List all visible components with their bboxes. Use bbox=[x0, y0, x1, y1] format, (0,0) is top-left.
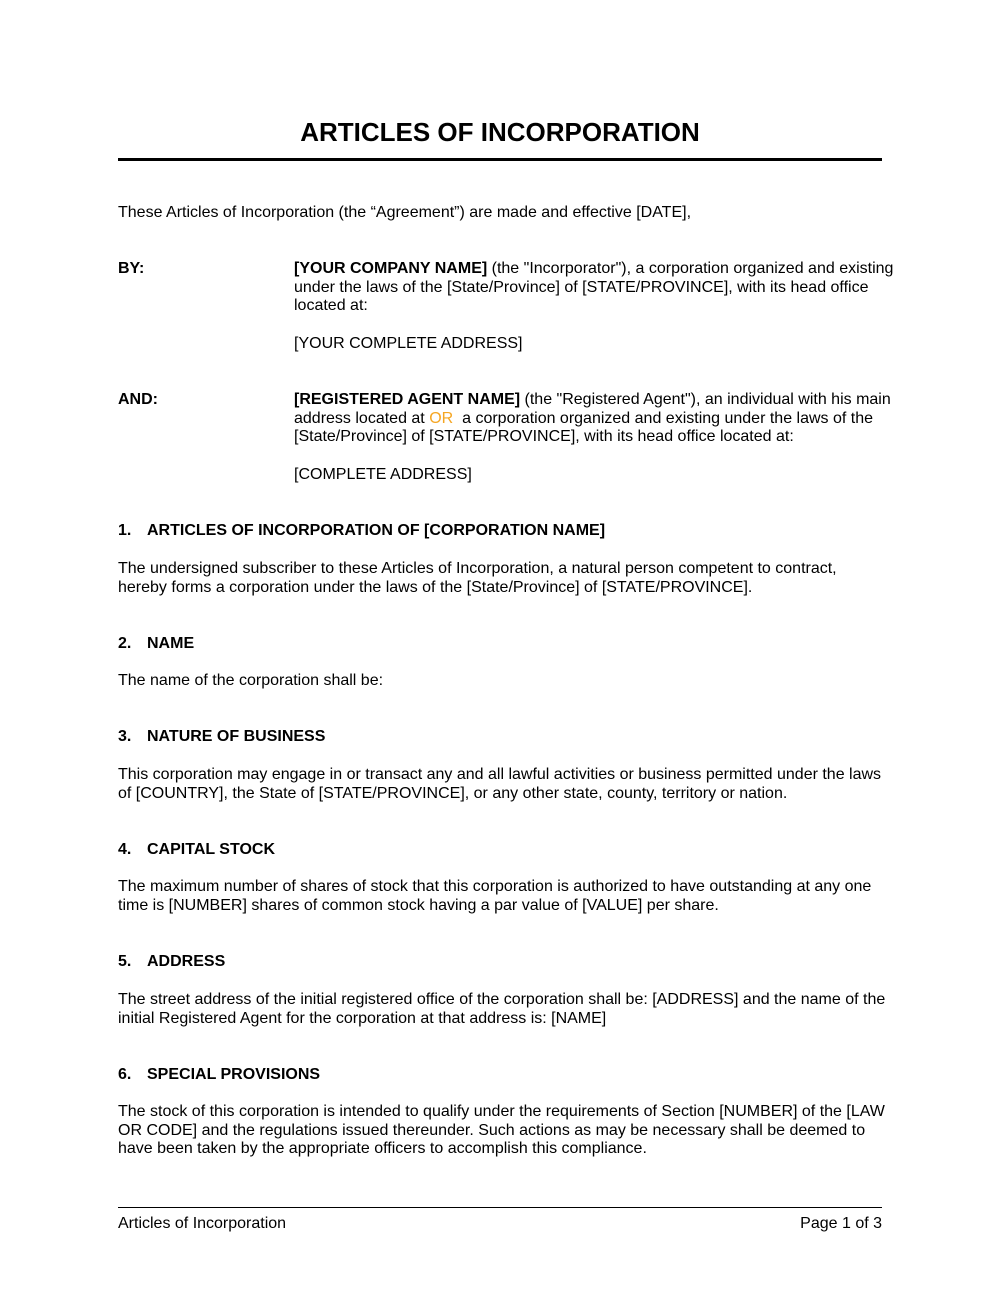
footer-divider bbox=[118, 1207, 882, 1208]
section-text: The name of the corporation shall be: bbox=[118, 672, 384, 689]
section-title: ADDRESS bbox=[147, 953, 226, 970]
section-heading bbox=[118, 635, 194, 654]
footer-page-number: Page 1 of 3 bbox=[800, 1215, 882, 1232]
section-number: 5. bbox=[118, 953, 132, 970]
section-heading bbox=[118, 953, 225, 972]
intro-paragraph: These Articles of Incorporation (the “Agreement”) are made and effective [DATE], bbox=[118, 204, 692, 221]
section-text: This corporation may engage in or transact any and all lawful activities or business permitted under the laws of [COUNTRY], the State of [STATE/PROVINCE], or any other state, county, territory or nation. bbox=[118, 766, 882, 802]
section-title: NAME bbox=[147, 635, 195, 652]
section-number: 2. bbox=[118, 635, 132, 652]
and-description-part1: (the "Registered Agent"), an individual with his main address located at bbox=[294, 391, 891, 427]
section-title: ARTICLES OF INCORPORATION OF [CORPORATION NAME] bbox=[147, 522, 606, 539]
by-label: BY: bbox=[118, 260, 145, 277]
section-text: The undersigned subscriber to these Articles of Incorporation, a natural person competent to contract, hereby forms a corporation under the laws of the [State/Province] of [STATE/PROVINCE]. bbox=[118, 560, 837, 596]
section-heading bbox=[118, 841, 275, 860]
incorporator-name: [YOUR COMPANY NAME] bbox=[294, 260, 488, 277]
by-paragraph bbox=[294, 260, 894, 316]
section-heading bbox=[118, 728, 325, 747]
section-heading bbox=[118, 1066, 320, 1085]
and-description-part2: a corporation organized and existing under the laws of the [State/Province] of [STATE/PROVINCE], with its head office located at: bbox=[294, 409, 878, 445]
section-title: NATURE OF BUSINESS bbox=[147, 728, 326, 745]
and-paragraph bbox=[294, 391, 894, 447]
section-heading bbox=[118, 522, 605, 541]
or-marker: OR bbox=[429, 409, 454, 427]
registered-agent-name: [REGISTERED AGENT NAME] bbox=[294, 391, 521, 408]
section-number: 1. bbox=[118, 522, 132, 539]
footer-document-name: Articles of Incorporation bbox=[118, 1215, 287, 1232]
section-number: 4. bbox=[118, 841, 132, 858]
section-number: 6. bbox=[118, 1066, 132, 1083]
section-text: The stock of this corporation is intended to qualify under the requirements of Section [NUMBER] of the [LAW OR CODE] and the regulations issued thereunder. Such actions as may be necessary shall be deemed to have been taken by the appropriate officers to accomplish this compliance. bbox=[118, 1103, 885, 1157]
section-title: CAPITAL STOCK bbox=[147, 841, 276, 858]
by-address: [YOUR COMPLETE ADDRESS] bbox=[294, 335, 523, 352]
section-number: 3. bbox=[118, 728, 132, 745]
and-address: [COMPLETE ADDRESS] bbox=[294, 466, 472, 483]
document-title: ARTICLES OF INCORPORATION bbox=[300, 117, 700, 147]
title-divider bbox=[118, 158, 882, 161]
section-text: The maximum number of shares of stock that this corporation is authorized to have outstanding at any one time is [NUMBER] shares of common stock having a par value of [VALUE] per share. bbox=[118, 878, 872, 914]
section-title: SPECIAL PROVISIONS bbox=[147, 1066, 321, 1083]
section-text: The street address of the initial registered office of the corporation shall be: [ADDRESS] and the name of the initial Registered Agent for the corporation at that address is: [NAME] bbox=[118, 991, 886, 1027]
by-description: (the "Incorporator"), a corporation organized and existing under the laws of the [State/Province] of [STATE/PROVINCE], with its head office located at: bbox=[294, 260, 894, 314]
and-label: AND: bbox=[118, 391, 158, 408]
